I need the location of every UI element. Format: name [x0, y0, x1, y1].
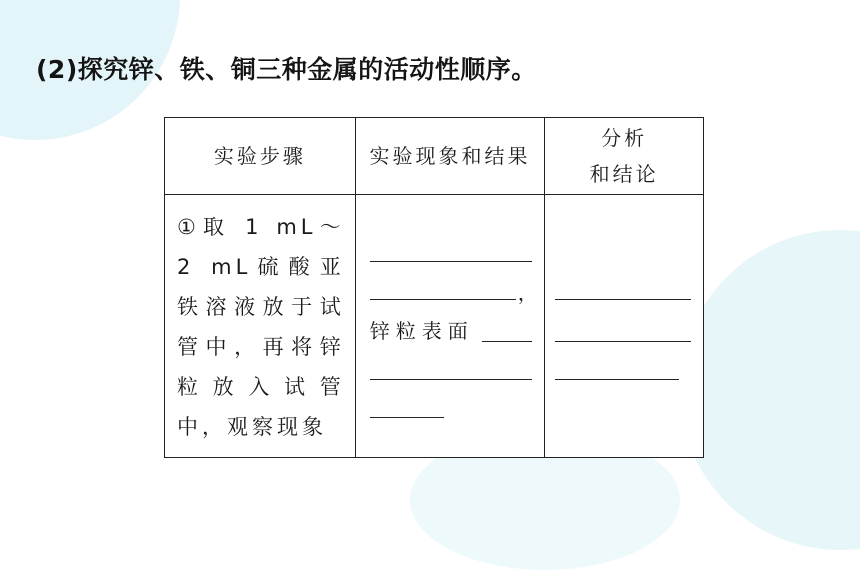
decor-circle-bottom-right [680, 230, 860, 550]
answer-blank[interactable] [370, 417, 444, 418]
answer-blank[interactable] [482, 341, 532, 342]
header-phenomenon: 实验现象和结果 [355, 118, 545, 195]
answer-blank[interactable] [555, 299, 691, 300]
question-heading: (2)探究锌、铁、铜三种金属的活动性顺序。 [36, 55, 537, 84]
header-analysis-line1: 分析 [601, 126, 648, 150]
header-analysis-line2: 和结论 [589, 162, 659, 186]
experiment-table [164, 117, 704, 458]
comma: ， [517, 281, 538, 305]
table-header-row [165, 118, 704, 195]
header-steps: 实验步骤 [165, 118, 356, 195]
phenomenon-prefix: 锌粒表面 [369, 319, 474, 343]
answer-blank[interactable] [370, 299, 516, 300]
answer-blank[interactable] [555, 379, 679, 380]
step-cell [165, 195, 356, 458]
answer-blank[interactable] [555, 341, 691, 342]
phenomenon-cell [355, 195, 545, 458]
answer-blank[interactable] [370, 261, 532, 262]
analysis-cell [545, 195, 704, 458]
table-row [165, 195, 704, 458]
step-text: ①取 1 mL～2 mL硫酸亚铁溶液放于试管中，再将锌粒放入试管中，观察现象 [177, 215, 345, 439]
answer-blank[interactable] [370, 379, 532, 380]
header-analysis [545, 118, 704, 195]
